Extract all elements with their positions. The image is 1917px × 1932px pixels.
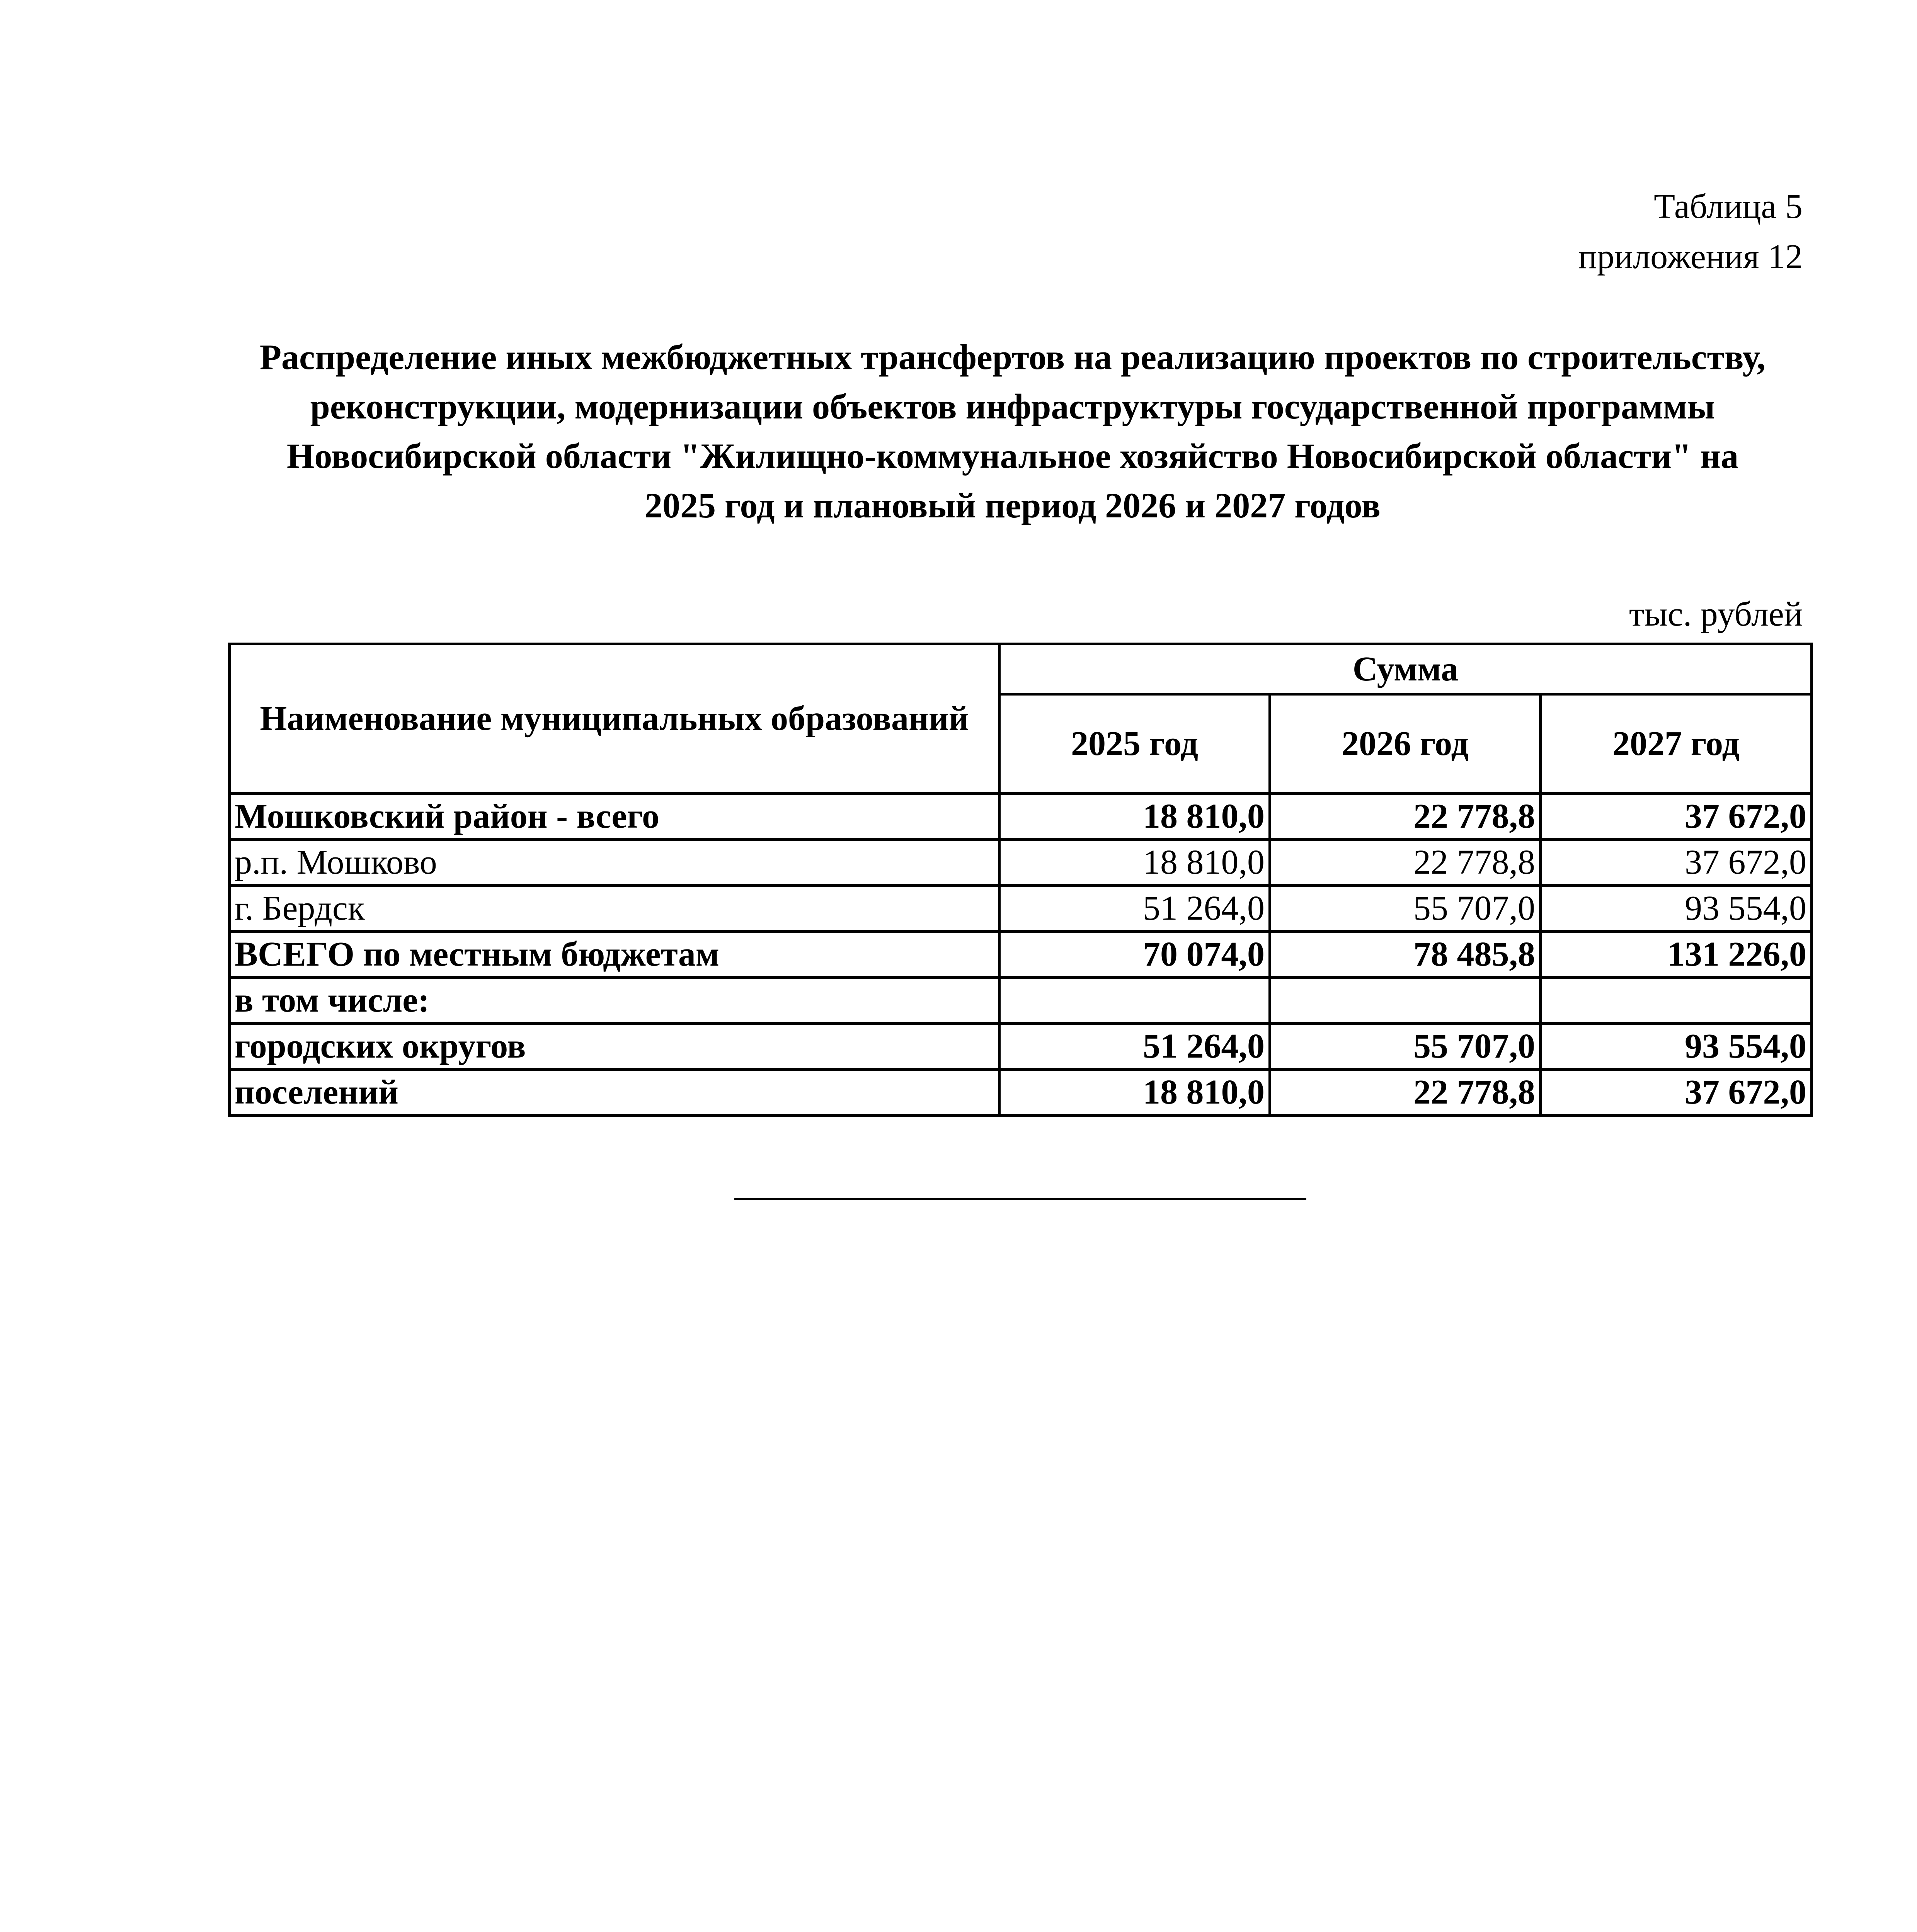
units-label: тыс. рублей	[1629, 595, 1803, 633]
appendix-label: приложения 12	[1578, 238, 1803, 276]
table-row	[230, 932, 1812, 978]
value-cell: 22 778,8	[1270, 1070, 1541, 1116]
value-cell: 51 264,0	[999, 886, 1270, 932]
title-line: Новосибирской области "Жилищно-коммунальное хозяйство Новосибирской области" на	[286, 436, 1739, 476]
table-row	[230, 1024, 1812, 1070]
title-line: Распределение иных межбюджетных трансфертов на реализацию проектов по строительству,	[259, 337, 1766, 377]
table-number-label: Таблица 5	[1654, 187, 1803, 226]
document-title	[216, 332, 1809, 530]
sum-column-header: Сумма	[999, 644, 1812, 694]
row-name: поселений	[230, 1070, 999, 1116]
value-cell: 70 074,0	[999, 932, 1270, 978]
transfers-table	[228, 643, 1813, 1117]
year-column-header: 2025 год	[999, 694, 1270, 794]
row-name: г. Бердск	[230, 886, 999, 932]
table-header-row	[230, 644, 1812, 694]
table-row	[230, 886, 1812, 932]
row-name: р.п. Мошково	[230, 840, 999, 886]
title-line: реконструкции, модернизации объектов инфраструктуры государственной программы	[310, 387, 1715, 426]
value-cell: 93 554,0	[1541, 886, 1812, 932]
value-cell: 37 672,0	[1541, 1070, 1812, 1116]
value-cell: 22 778,8	[1270, 794, 1541, 840]
value-cell: 37 672,0	[1541, 794, 1812, 840]
value-cell: 18 810,0	[999, 794, 1270, 840]
row-name: городских округов	[230, 1024, 999, 1070]
year-column-header: 2027 год	[1541, 694, 1812, 794]
value-cell	[1270, 978, 1541, 1024]
table-row	[230, 1070, 1812, 1116]
value-cell	[1541, 978, 1812, 1024]
value-cell: 131 226,0	[1541, 932, 1812, 978]
value-cell	[999, 978, 1270, 1024]
value-cell: 37 672,0	[1541, 840, 1812, 886]
value-cell: 18 810,0	[999, 840, 1270, 886]
value-cell: 18 810,0	[999, 1070, 1270, 1116]
title-line: 2025 год и плановый период 2026 и 2027 годов	[645, 486, 1381, 525]
name-column-header: Наименование муниципальных образований	[230, 644, 999, 794]
value-cell: 22 778,8	[1270, 840, 1541, 886]
value-cell: 55 707,0	[1270, 1024, 1541, 1070]
table-row	[230, 978, 1812, 1024]
value-cell: 51 264,0	[999, 1024, 1270, 1070]
row-name: ВСЕГО по местным бюджетам	[230, 932, 999, 978]
end-divider-line	[734, 1198, 1306, 1200]
value-cell: 93 554,0	[1541, 1024, 1812, 1070]
row-name: Мошковский район - всего	[230, 794, 999, 840]
value-cell: 55 707,0	[1270, 886, 1541, 932]
table-row	[230, 794, 1812, 840]
table-row	[230, 840, 1812, 886]
value-cell: 78 485,8	[1270, 932, 1541, 978]
year-column-header: 2026 год	[1270, 694, 1541, 794]
row-name: в том числе:	[230, 978, 999, 1024]
